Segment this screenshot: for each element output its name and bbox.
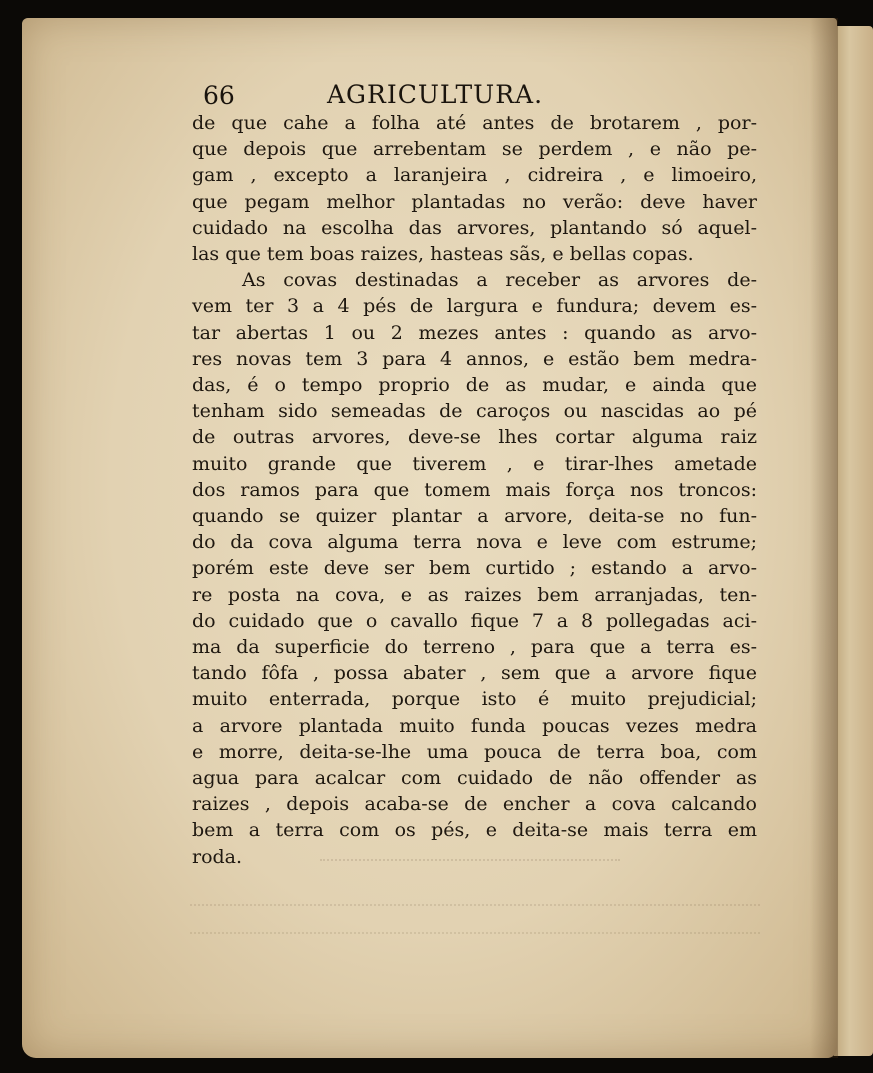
text-line: que pegam melhor plantadas no verão: deve haver <box>192 190 757 213</box>
next-page-edge <box>834 26 873 1056</box>
text-line: e morre, deita-se-lhe uma pouca de terra boa, com <box>192 740 757 763</box>
text-line: que depois que arrebentam se perdem , e não pe- <box>192 138 757 161</box>
text-line: tar abertas 1 ou 2 mezes antes : quando as arvo- <box>192 321 757 344</box>
text-line: gam , excepto a laranjeira , cidreira , e limoeiro, <box>192 164 757 187</box>
bleed-through-mark <box>190 918 760 934</box>
text-line: muito enterrada, porque isto é muito prejudicial; <box>192 688 757 711</box>
text-line: As covas destinadas a receber as arvores de- <box>242 269 757 292</box>
text-line: raizes , depois acaba-se de encher a cova calcando <box>192 793 757 816</box>
page-number: 66 <box>203 81 235 110</box>
text-line: res novas tem 3 para 4 annos, e estão bem medra- <box>192 347 757 370</box>
text-line: tenham sido semeadas de caroços ou nascidas ao pé <box>192 400 757 423</box>
text-line: a arvore plantada muito funda poucas vezes medra <box>192 714 757 737</box>
text-line: cuidado na escolha das arvores, plantando só aquel- <box>192 216 757 239</box>
text-line: dos ramos para que tomem mais força nos troncos: <box>192 478 757 501</box>
spine-shadow <box>810 18 838 1058</box>
text-line: quando se quizer plantar a arvore, deita-se no fun- <box>192 505 757 528</box>
text-line: las que tem boas raizes, hasteas sãs, e bellas copas. <box>192 243 694 266</box>
page-header <box>195 80 755 110</box>
text-line: re posta na cova, e as raizes bem arranjadas, ten- <box>192 583 757 606</box>
text-line: muito grande que tiverem , e tirar-lhes ametade <box>192 452 757 475</box>
text-line: de que cahe a folha até antes de brotarem , por- <box>192 112 757 134</box>
text-line: de outras arvores, deve-se lhes cortar alguma raiz <box>192 426 757 449</box>
text-line: roda. <box>192 845 243 868</box>
text-line: vem ter 3 a 4 pés de largura e fundura; devem es- <box>192 295 757 318</box>
text-line: do cuidado que o cavallo fique 7 a 8 pollegadas aci- <box>192 609 757 632</box>
body-text <box>192 110 757 870</box>
bleed-through-mark <box>190 890 760 906</box>
text-line: do da cova alguma terra nova e leve com estrume; <box>192 531 757 554</box>
text-line: bem a terra com os pés, e deita-se mais terra em <box>192 819 757 842</box>
text-line: das, é o tempo proprio de as mudar, e ainda que <box>192 374 757 397</box>
text-line: agua para acalcar com cuidado de não offender as <box>192 767 757 790</box>
running-title: AGRICULTURA. <box>327 80 544 109</box>
text-line: porém este deve ser bem curtido ; estando a arvo- <box>192 557 757 580</box>
text-line: tando fôfa , possa abater , sem que a arvore fique <box>192 662 757 685</box>
text-line: ma da superficie do terreno , para que a terra es- <box>192 636 757 659</box>
